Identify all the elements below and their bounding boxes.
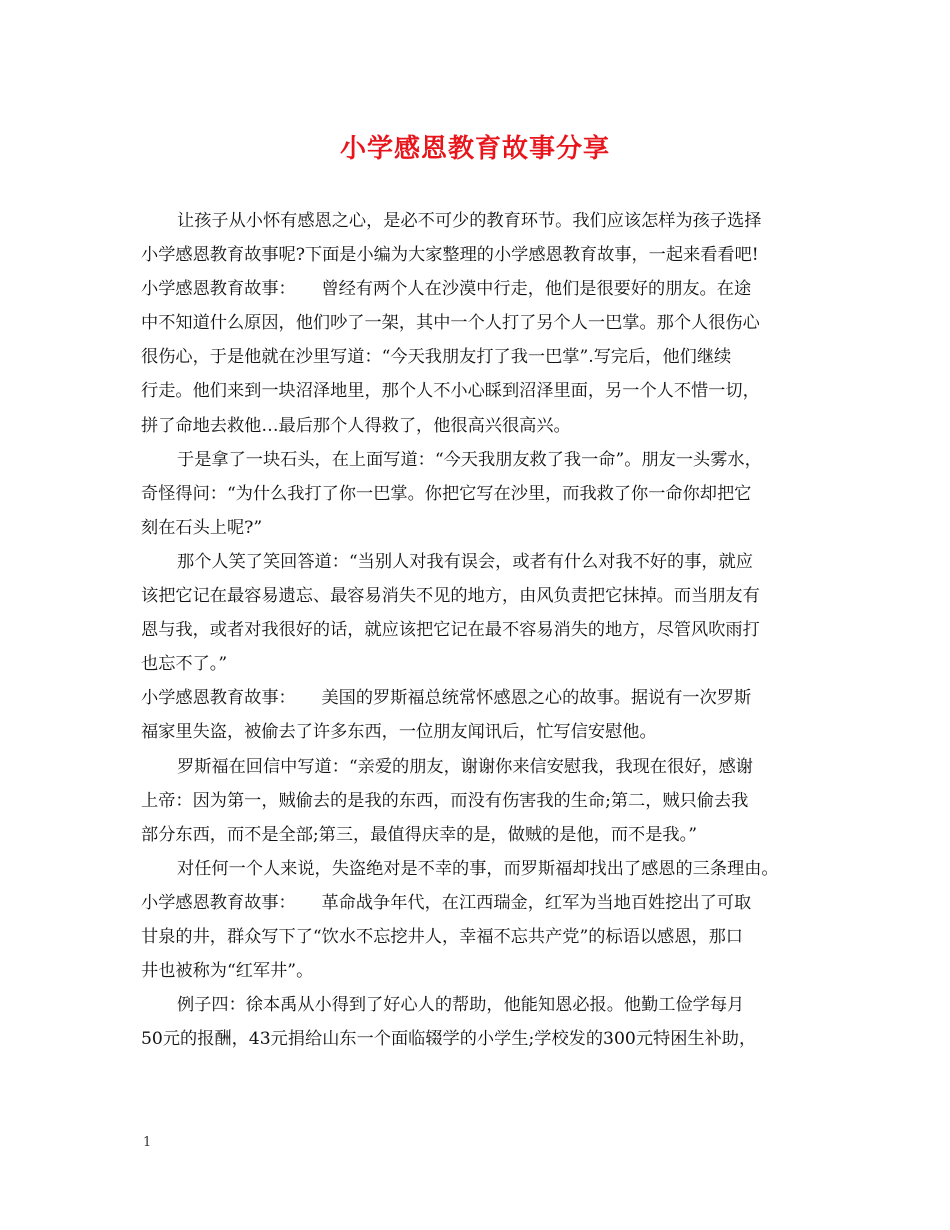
text-line: 奇怪得问：“为什么我打了你一巴掌。你把它写在沙里，而我救了你一命你却把它 <box>141 483 752 504</box>
text-line: 也忘不了。” <box>141 654 228 675</box>
text-line: 那个人笑了笑回答道：“当别人对我有误会，或者有什么对我不好的事，就应 <box>177 551 753 572</box>
text-line: 井也被称为“红军井”。 <box>141 961 314 982</box>
text-line: 拼了命地去救他…最后那个人得救了，他很高兴很高兴。 <box>141 415 571 436</box>
text-line: 例子四：徐本禹从小得到了好心人的帮助，他能知恩必报。他勤工俭学每月 <box>177 995 745 1016</box>
text-line: 部分东西，而不是全部;第三，最值得庆幸的是，做贼的是他，而不是我。” <box>141 824 697 845</box>
text-line: 福家里失盗，被偷去了许多东西，一位朋友闻讯后，忙写信安慰他。 <box>141 722 657 743</box>
document-body <box>141 204 821 1056</box>
text-line: 小学感恩教育故事： 美国的罗斯福总统常怀感恩之心的故事。据说有一次罗斯 <box>141 688 752 709</box>
text-line: 让孩子从小怀有感恩之心，是必不可少的教育环节。我们应该怎样为孩子选择 <box>177 211 762 231</box>
text-line: 刻在石头上呢?” <box>141 517 263 538</box>
document-title: 小学感恩教育故事分享 <box>339 134 610 164</box>
text-line: 对任何一个人来说，失盗绝对是不幸的事，而罗斯福却找出了感恩的三条理由。 <box>177 858 779 879</box>
text-line: 小学感恩教育故事： 革命战争年代，在江西瑞金，红军为当地百姓挖出了可取 <box>141 892 752 913</box>
text-line: 甘泉的井，群众写下了“饮水不忘挖井人，幸福不忘共产党”的标语以感恩，那口 <box>141 926 743 947</box>
text-line: 于是拿了一块石头，在上面写道：“今天我朋友救了我一命”。朋友一头雾水， <box>177 449 762 470</box>
text-line: 很伤心，于是他就在沙里写道：“今天我朋友打了我一巴掌”.写完后，他们继续 <box>141 347 732 368</box>
text-line: 小学感恩教育故事呢?下面是小编为大家整理的小学感恩教育故事，一起来看看吧! <box>141 245 759 266</box>
text-line: 上帝：因为第一，贼偷去的是我的东西，而没有伤害我的生命;第二，贼只偷去我 <box>141 790 749 811</box>
text-line: 该把它记在最容易遗忘、最容易消失不见的地方，由风负责把它抹掉。而当朋友有 <box>141 586 760 607</box>
text-line: 行走。他们来到一块沼泽地里，那个人不小心睬到沼泽里面，另一个人不惜一切， <box>141 381 760 402</box>
text-line: 50元的报酬，43元捐给山东一个面临辍学的小学生;学校发的300元特困生补助， <box>141 1029 757 1050</box>
text-line: 恩与我，或者对我很好的话，就应该把它记在最不容易消失的地方，尽管风吹雨打 <box>141 620 760 641</box>
text-line: 小学感恩教育故事： 曾经有两个人在沙漠中行走，他们是很要好的朋友。在途 <box>141 279 752 300</box>
text-line: 中不知道什么原因，他们吵了一架，其中一个人打了另个人一巴掌。那个人很伤心 <box>141 313 760 334</box>
page-number: 1 <box>143 1135 152 1150</box>
text-line: 罗斯福在回信中写道：“亲爱的朋友，谢谢你来信安慰我，我现在很好，感谢 <box>177 756 753 777</box>
